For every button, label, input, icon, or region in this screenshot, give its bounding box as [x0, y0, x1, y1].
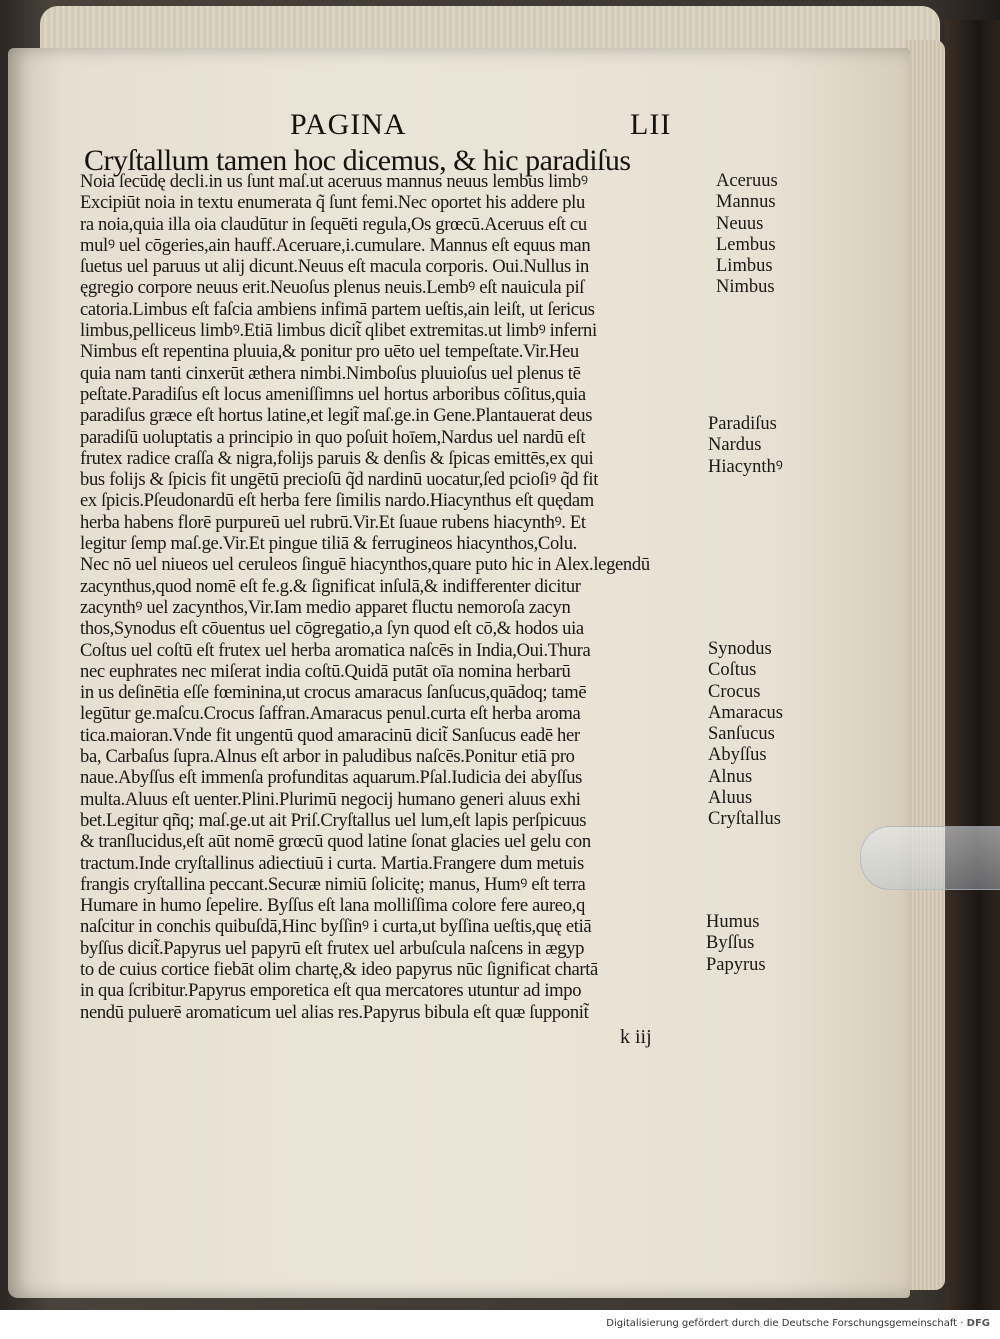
text-line: paradiſus græce eſt hortus latine,et legit̃ maſ.ge.in Gene.Plantauerat deus — [80, 405, 593, 427]
text-line: quia nam tanti cinxerūt æthera nimbi.Nimboſus pluuioſus uel plenus tē — [80, 362, 581, 384]
text-line: ęgregio corpore neuus erit.Neuoſus plenus neuis.Lembꝰ eſt nauicula piſ — [80, 277, 585, 299]
running-title: PAGINA — [290, 108, 407, 141]
text-line: paradiſū uoluptatis a principio in quo poſuit hoīem,Nardus uel nardū eſt — [80, 426, 586, 448]
text-line: nec euphrates nec miſerat india coſtū.Quidā putāt oīa nomina herbarū — [80, 660, 571, 682]
margin-note: Alnus — [708, 766, 753, 787]
margin-note: Cryſtallus — [708, 809, 781, 830]
text-line: ſuetus uel paruus ut alij dicunt.Neuus eſt macula corporis. Oui.Nullus in — [80, 256, 589, 278]
text-line: thos,Synodus eſt cōuentus uel cōgregatio,a ſyn quod eſt cō,& hodos uia — [80, 618, 584, 640]
running-header — [290, 108, 690, 148]
text-line: nendū puluerē aromaticum uel alias res.Papyrus bibula eſt quæ ſupponit̃ — [80, 1001, 589, 1023]
text-line: bus folijs & ſpicis fit ungētū precioſū q̃d nardinū uocatur,ſed pcioſiꝰ q̃d fit — [80, 469, 599, 491]
page-clip — [860, 826, 1000, 890]
text-line: & tranſlucidus,eſt aūt nomē grœcū quod latine ſonat glacies uel gelu con — [80, 831, 591, 853]
text-line: ba, Carbaſus ſupra.Alnus eſt arbor in paludibus naſcēs.Ponitur etiā pro — [80, 746, 575, 768]
margin-note: Nardus — [708, 435, 762, 456]
text-line: tractum.Inde cryſtallinus adiectiuū i curta. Martia.Frangere dum metuis — [80, 852, 584, 874]
text-line: Nimbus eſt repentina pluuia,& ponitur pro uēto uel tempeſtate.Vir.Heu — [80, 341, 579, 363]
text-line: byſſus dicit̃.Papyrus uel papyrū eſt frutex uel arbuſcula naſcens in ægyp — [80, 937, 585, 959]
page-stack-edge — [905, 40, 945, 1290]
margin-note: Mannus — [716, 192, 776, 213]
text-line: herba habens florē purpureū uel rubrū.Vir.Et ſuaue rubens hiacynthꝰ. Et — [80, 511, 586, 533]
margin-notes-group — [716, 171, 778, 299]
dfg-logo: DFG — [966, 1318, 990, 1329]
book-cover — [945, 20, 1000, 1310]
margin-note: Paradiſus — [708, 414, 777, 434]
digitization-footer — [606, 1318, 990, 1329]
text-line: mulꝰ uel cōgeries,ain hauff.Aceruare,i.cumulare. Mannus eſt equus man — [80, 234, 591, 256]
text-line: zacynthus,quod nomē eſt fe.g.& ſignificat inſulā,& indifferenter dicitur — [80, 575, 581, 597]
margin-note: Lembus — [716, 234, 776, 255]
text-line: legūtur ge.maſcu.Crocus ſaffran.Amaracus penul.curta eſt herba aroma — [80, 703, 581, 725]
text-line: ra noia,quia illa oia claudūtur in ſequēti regula,Os grœcū.Aceruus eſt cu — [80, 213, 587, 235]
text-line: multa.Aluus eſt uenter.Plini.Plurimū negocij humano generi aluus exhi — [80, 788, 581, 810]
margin-note: Limbus — [716, 256, 773, 277]
text-line: in us deſinētia eſſe fœminina,ut crocus amaracus ſanſucus,quādoq; tamē — [80, 682, 587, 704]
folio-number: LII — [630, 108, 672, 141]
margin-note: Neuus — [716, 213, 764, 234]
text-line: Nec nō uel niueos uel ceruleos ſinguē hiacynthos,quare puto hic in Alex.legendū — [80, 554, 650, 576]
margin-note: Synodus — [708, 639, 772, 659]
text-line: naſcitur in conchis quibuſdā,Hinc byſſinꝰ i curta,ut byſſina ueſtis,quę etiā — [80, 916, 592, 938]
margin-notes-group — [708, 639, 783, 831]
margin-note: Coſtus — [708, 660, 757, 681]
text-line: bet.Legitur qñq; maſ.ge.ut ait Priſ.Cryſtallus uel lum,eſt lapis perſpicuus — [80, 809, 587, 831]
margin-notes-group — [706, 912, 766, 976]
margin-note: Aceruus — [716, 171, 778, 191]
margin-note: Aluus — [708, 788, 753, 809]
text-line: peſtate.Paradiſus eſt locus ameniſſimns uel hortus arboribus cōſitus,quia — [80, 383, 586, 405]
margin-note: Byſſus — [706, 933, 755, 954]
text-line: frangis cryſtallina peccant.Securæ nimiū ſolicitę; manus, Humꝰ eſt terra — [80, 873, 586, 895]
text-line: tica.maioran.Vnde fit ungentū quod amaracinū dicit̃ Sanſucus eadē her — [80, 724, 580, 746]
margin-note: Papyrus — [706, 954, 766, 975]
text-line: naue.Abyſſus eſt immenſa profunditas aquarum.Pſal.Iudicia dei abyſſus — [80, 767, 583, 789]
text-line: limbus,pelliceus limbꝰ.Etiā limbus dicit̃ qlibet extremitas.ut limbꝰ inferni — [80, 320, 597, 342]
book-top-edge — [40, 6, 940, 52]
margin-note: Abyſſus — [708, 745, 767, 766]
text-line: in qua ſcribitur.Papyrus emporetica eſt qua mercatores utuntur ad impo — [80, 980, 582, 1002]
text-line: to de cuius cortice fiebāt olim chartę,& ideo papyrus nūc ſignificat chartā — [80, 958, 598, 980]
section-heading: Cryſtallum tamen hoc dicemus, & hic paradiſus — [84, 144, 631, 177]
text-line: Excipiūt noia in textu enumerata q̃ ſunt femi.Nec oportet his addere plu — [80, 192, 585, 214]
text-line: Humare in humo ſepelire. Byſſus eſt lana molliſſima colore fere aureo,q — [80, 895, 585, 917]
text-line: frutex radice craſſa & nigra,folijs paruis & denſis & ſpicas emittēs,ex qui — [80, 447, 594, 469]
margin-note: Crocus — [708, 681, 761, 702]
footer-text: Digitalisierung gefördert durch die Deutsche Forschungsgemeinschaft · — [606, 1318, 964, 1329]
margin-note: Sanſucus — [708, 724, 775, 745]
body-text — [80, 171, 710, 1023]
margin-note: Hiacynthꝰ — [708, 456, 783, 477]
text-line: legitur ſemp maſ.ge.Vir.Et pingue tiliā & ferrugineos hiacynthos,Colu. — [80, 533, 577, 555]
text-line: Coſtus uel coſtū eſt frutex uel herba aromatica naſcēs in India,Oui.Thura — [80, 639, 591, 661]
text-line: catoria.Limbus eſt faſcia ambiens infimā partem ueſtis,ain leiſt, ut ſericus — [80, 298, 595, 320]
margin-notes-group — [708, 414, 783, 478]
signature-mark: k iij — [620, 1026, 652, 1048]
text-line: ex ſpicis.Pſeudonardū eſt herba fere ſimilis nardo.Hiacynthus eſt quędam — [80, 490, 594, 512]
margin-note: Amaracus — [708, 702, 783, 723]
margin-note: Nimbus — [716, 277, 775, 298]
margin-note: Humus — [706, 912, 760, 932]
text-line: zacynthꝰ uel zacynthos,Vir.Iam medio apparet fluctu nemoroſa zacyn — [80, 596, 571, 618]
text-line: Noia ſecūdę decli.in us ſunt maſ.ut aceruus mannus neuus lembus limbꝰ — [80, 171, 588, 192]
